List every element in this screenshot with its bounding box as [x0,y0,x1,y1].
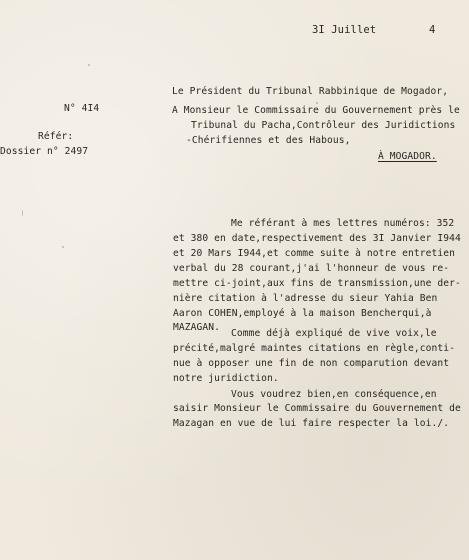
body-line: mettre ci-joint,aux fins de transmission,une der- [173,278,461,289]
body-line: notre juridiction. [173,373,279,384]
paper-speck [88,64,90,66]
recipient-city: À MOGADOR. [378,151,437,162]
body-line: précité,malgré maintes citations en règle,conti- [173,343,456,354]
recipient-line-1: A Monsieur le Commissaire du Gouvernement près le [172,105,460,116]
body-line: verbal du 28 courant,j'ai l'honneur de vous re- [173,263,450,274]
paper-speck [316,102,318,104]
body-line: Aaron COHEN,employé à la maison Bencherqui,à [173,308,432,319]
dossier-number: Dossier n° 2497 [0,146,89,157]
body-line: et 380 en date,respectivement des 3I Janvier I944 [173,233,461,244]
body-line: MAZAGAN. [173,322,221,333]
body-line: et 20 Mars I944,et comme suite à notre entretien [173,248,456,259]
body-line: Me référant à mes lettres numéros: 352 [231,218,455,229]
body-line: Comme déjà expliqué de vive voix,le [231,328,437,339]
body-line: Vous voudrez bien,en conséquence,en [231,389,437,400]
body-line: saisir Monsieur le Commissaire du Gouvernement de [173,403,461,414]
paper-speck [22,210,23,216]
page-number: 4 [429,24,436,36]
reference-label: Référ: [38,131,74,142]
body-line: nière citation à l'adresse du sieur Yahia Ben [173,293,438,304]
paper-speck [62,246,64,248]
recipient-line-2: Tribunal du Pacha,Contrôleur des Juridictions [191,120,456,131]
body-line: Mazagan en vue de lui faire respecter la loi./. [173,418,450,429]
body-line: nue à opposer une fin de non comparution devant [173,358,450,369]
letter-date: 3I Juillet [312,24,377,36]
sender-line: Le Président du Tribunal Rabbinique de Mogador, [172,86,449,97]
reference-number: N° 4I4 [64,103,100,114]
recipient-line-3: -Chérifiennes et des Habous, [186,135,351,146]
